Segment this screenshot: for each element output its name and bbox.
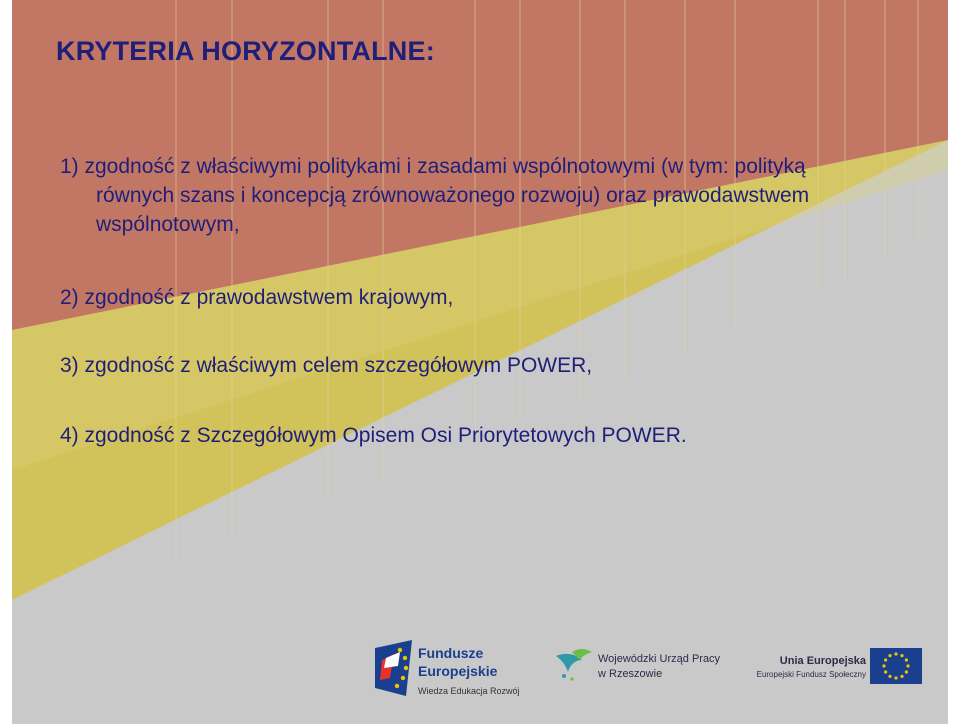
fundusze-name-line1: Fundusze [418, 645, 484, 661]
logo-fundusze-europejskie [372, 638, 532, 700]
footer-logos [0, 630, 960, 700]
criterion-4-line-1: 4) zgodność z Szczegółowym Opisem Osi Priorytetowych POWER. [60, 424, 687, 447]
wup-bird-icon [556, 649, 592, 681]
criterion-4 [60, 421, 687, 450]
eu-flag-icon [870, 648, 922, 684]
slide-title: KRYTERIA HORYZONTALNE: [56, 36, 435, 66]
fundusze-name-line2: Europejskie [418, 663, 498, 679]
criterion-1 [60, 152, 809, 239]
criterion-3-line-1: 3) zgodność z właściwym celem szczegółowym POWER, [60, 354, 593, 377]
logo-unia-europejska [752, 644, 930, 690]
eu-funds-star-flag-icon [375, 640, 412, 696]
wup-name-line2: w Rzeszowie [598, 668, 663, 680]
logo-wup-rzeszow [554, 646, 734, 686]
criterion-3 [60, 351, 592, 380]
ue-fund-name: Europejski Fundusz Społeczny [756, 670, 866, 679]
criterion-1-line-3: wspólnotowym, [96, 213, 240, 236]
criterion-1-line-2: równych szans i koncepcją zrównoważonego rozwoju) oraz prawodawstwem [96, 184, 810, 207]
criterion-2-line-1: 2) zgodność z prawodawstwem krajowym, [60, 286, 454, 309]
criterion-2 [60, 283, 453, 312]
wup-name-line1: Wojewódzki Urząd Pracy [598, 653, 721, 665]
ue-name: Unia Europejska [779, 655, 866, 667]
fundusze-program-name: Wiedza Edukacja Rozwój [418, 686, 520, 696]
criterion-1-line-1: 1) zgodność z właściwymi politykami i zasadami wspólnotowymi (w tym: polityką [60, 155, 806, 178]
